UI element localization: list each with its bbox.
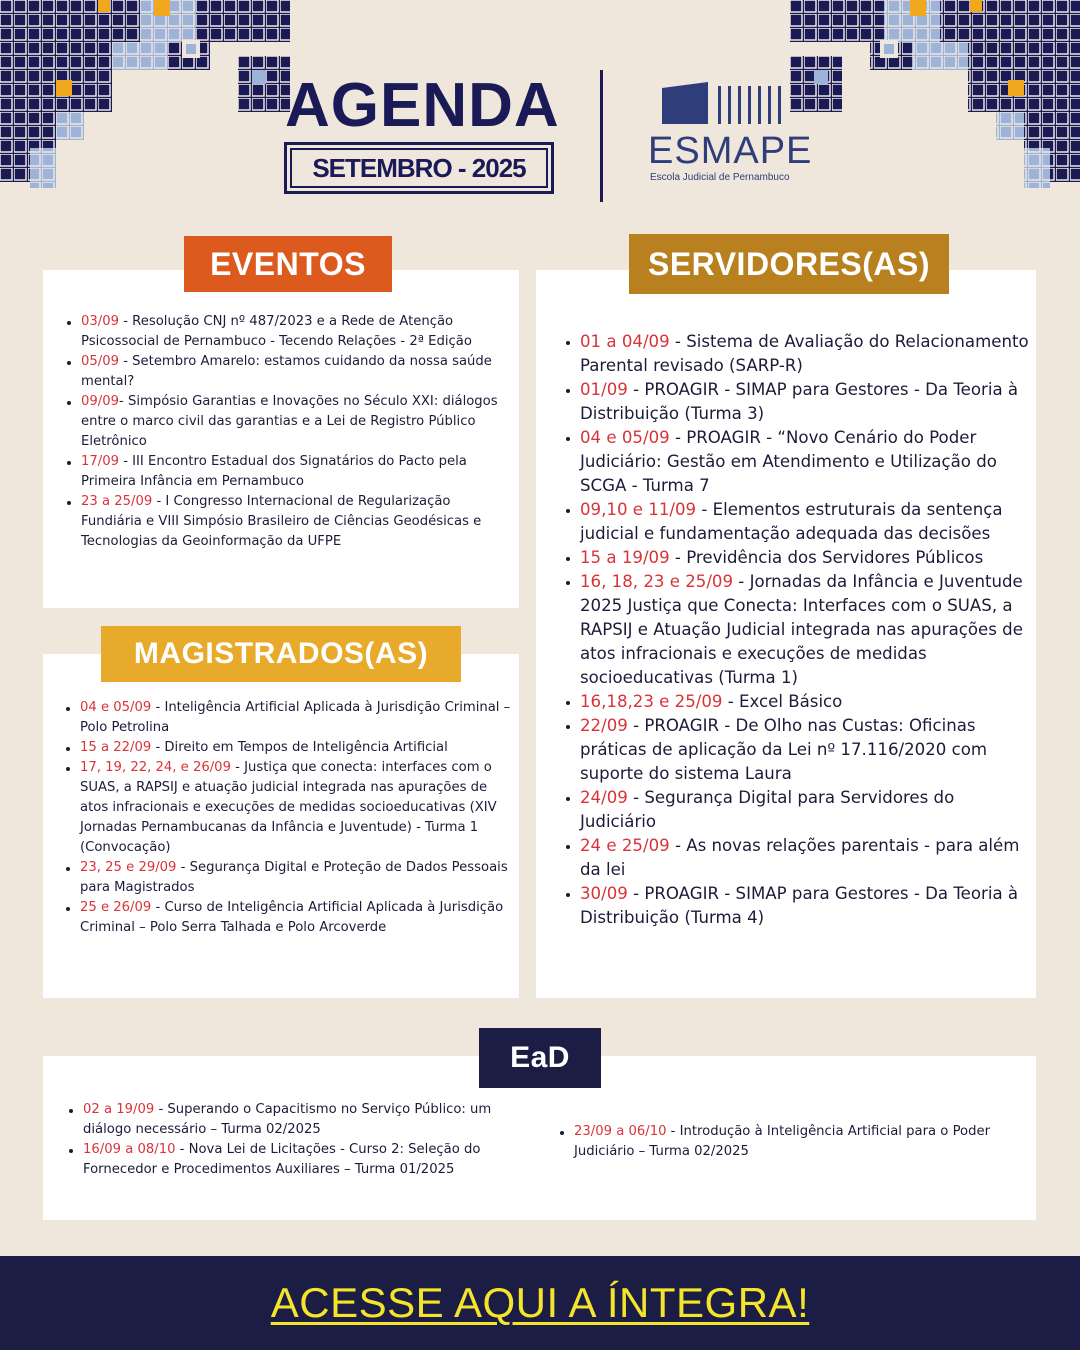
- item-date: 15 a 22/09: [80, 740, 152, 755]
- eventos-tag: EVENTOS: [184, 236, 392, 292]
- month-box: [284, 142, 554, 194]
- item-date: 09/09: [81, 394, 120, 409]
- list-item: [580, 570, 1030, 690]
- header: [0, 60, 1080, 210]
- list-item: [80, 858, 512, 898]
- item-text: - Segurança Digital para Servidores do Judiciário: [580, 788, 955, 831]
- item-text: - Jornadas da Infância e Juventude 2025 Justiça que Conecta: Interfaces com o SUAS, a RAPSIJ e Atuação Judicial integrada nas apurações de atos infracionais e execuções de medidas socioeducativas (Turma 1): [580, 572, 1023, 687]
- item-text: - Elementos estruturais da sentença judicial e fundamentação adequada das decisões: [580, 500, 1003, 543]
- agenda-title: AGENDA: [285, 71, 560, 140]
- list-item: [580, 786, 1030, 834]
- list-item: [80, 698, 512, 738]
- item-text: - As novas relações parentais - para além da lei: [580, 836, 1020, 879]
- list-item: [580, 546, 1030, 570]
- list-item: [580, 498, 1030, 546]
- item-text: - Excel Básico: [722, 692, 843, 711]
- item-date: 15 a 19/09: [580, 548, 670, 567]
- list-item: [81, 452, 511, 492]
- servidores-card: [536, 270, 1036, 998]
- item-text: - Resolução CNJ nº 487/2023 e a Rede de Atenção Psicossocial de Pernambuco - Tecendo Relações - 2ª Edição: [81, 314, 472, 349]
- item-date: 03/09: [81, 314, 120, 329]
- item-date: 01/09: [580, 380, 628, 399]
- item-date: 30/09: [580, 884, 628, 903]
- item-text: - PROAGIR - SIMAP para Gestores - Da Teoria à Distribuição (Turma 4): [580, 884, 1019, 927]
- list-item: [580, 330, 1030, 378]
- magistrados-tag: MAGISTRADOS(AS): [101, 626, 461, 682]
- list-item: [81, 312, 511, 352]
- item-date: 23, 25 e 29/09: [80, 860, 177, 875]
- list-item: [80, 738, 512, 758]
- item-text: - Segurança Digital e Proteção de Dados Pessoais para Magistrados: [80, 860, 508, 895]
- item-date: 25 e 26/09: [80, 900, 152, 915]
- item-text: - I Congresso Internacional de Regularização Fundiária e VIII Simpósio Brasileiro de Ciências Geodésicas e Tecnologias da Geoinformação da UFPE: [81, 494, 482, 549]
- item-date: 16/09 a 08/10: [83, 1142, 176, 1157]
- item-date: 04 e 05/09: [580, 428, 670, 447]
- item-date: 24/09: [580, 788, 628, 807]
- item-date: 22/09: [580, 716, 628, 735]
- item-text: - Setembro Amarelo: estamos cuidando da nossa saúde mental?: [81, 354, 492, 389]
- logo-name: ESMAPE: [648, 130, 813, 172]
- list-item: [80, 898, 512, 938]
- footer-banner: [0, 1256, 1080, 1350]
- list-item: [580, 690, 1030, 714]
- list-item: [580, 834, 1030, 882]
- item-text: - Introdução à Inteligência Artificial para o Poder Judiciário – Turma 02/2025: [574, 1124, 991, 1159]
- item-date: 04 e 05/09: [80, 700, 152, 715]
- ead-left-list: [83, 1100, 515, 1180]
- item-text: - Justiça que conecta: interfaces com o SUAS, a RAPSIJ e atuação judicial integrada nas apurações de atos infracionais e execuções de medidas socioeducativas (XIV Jornadas Pernambucanas da Infância e Juventude) - Turma 1 (Convocação): [80, 760, 497, 855]
- item-text: - Direito em Tempos de Inteligência Artificial: [151, 740, 448, 755]
- item-date: 05/09: [81, 354, 120, 369]
- access-full-link[interactable]: ACESSE AQUI A ÍNTEGRA!: [270, 1279, 810, 1326]
- item-date: 23 a 25/09: [81, 494, 153, 509]
- list-item: [81, 392, 511, 452]
- magistrados-list: [80, 698, 512, 938]
- list-item: [574, 1122, 1024, 1162]
- item-date: 23/09 a 06/10: [574, 1124, 667, 1139]
- list-item: [83, 1140, 515, 1180]
- list-item: [580, 426, 1030, 498]
- item-text: - III Encontro Estadual dos Signatários do Pacto pela Primeira Infância em Pernambuco: [81, 454, 467, 489]
- list-item: [580, 714, 1030, 786]
- list-item: [80, 758, 512, 858]
- eventos-list: [81, 312, 511, 552]
- item-text: - Previdência dos Servidores Públicos: [669, 548, 984, 567]
- month-label: SETEMBRO - 2025: [290, 148, 548, 188]
- logo-subtitle: Escola Judicial de Pernambuco: [650, 172, 790, 183]
- item-text: - Simpósio Garantias e Inovações no Século XXI: diálogos entre o marco civil das garantias e a Lei de Registro Público Eletrônico: [81, 394, 498, 449]
- item-text: - Inteligência Artificial Aplicada à Jurisdição Criminal – Polo Petrolina: [80, 700, 511, 735]
- item-date: 17, 19, 22, 24, e 26/09: [80, 760, 231, 775]
- item-text: - PROAGIR - “Novo Cenário do Poder Judiciário: Gestão em Atendimento e Utilização do SCGA - Turma 7: [580, 428, 997, 495]
- ead-tag: EaD: [479, 1028, 601, 1088]
- servidores-list: [580, 330, 1030, 930]
- item-text: - Superando o Capacitismo no Serviço Público: um diálogo necessário – Turma 02/2025: [83, 1102, 492, 1137]
- item-date: 16, 18, 23 e 25/09: [580, 572, 734, 591]
- item-date: 09,10 e 11/09: [580, 500, 697, 519]
- list-item: [81, 352, 511, 392]
- item-date: 17/09: [81, 454, 120, 469]
- list-item: [580, 882, 1030, 930]
- item-text: - Nova Lei de Licitações - Curso 2: Seleção do Fornecedor e Procedimentos Auxiliares – Turma 01/2025: [83, 1142, 481, 1177]
- list-item: [83, 1100, 515, 1140]
- servidores-tag: SERVIDORES(AS): [629, 234, 949, 294]
- item-date: 16,18,23 e 25/09: [580, 692, 723, 711]
- item-date: 24 e 25/09: [580, 836, 670, 855]
- magistrados-card: [43, 654, 519, 998]
- list-item: [580, 378, 1030, 426]
- ead-right-list: [574, 1122, 1024, 1162]
- esmape-logo-icon: [662, 80, 802, 130]
- esmape-logo: [648, 80, 813, 190]
- item-date: 02 a 19/09: [83, 1102, 155, 1117]
- item-text: - Curso de Inteligência Artificial Aplicada à Jurisdição Criminal – Polo Serra Talhada e Polo Arcoverde: [80, 900, 504, 935]
- item-text: - Sistema de Avaliação do Relacionamento Parental revisado (SARP-R): [580, 332, 1029, 375]
- item-date: 01 a 04/09: [580, 332, 670, 351]
- item-text: - PROAGIR - SIMAP para Gestores - Da Teoria à Distribuição (Turma 3): [580, 380, 1019, 423]
- eventos-card: [43, 270, 519, 608]
- item-text: - PROAGIR - De Olho nas Custas: Oficinas práticas de aplicação da Lei nº 17.116/2020 com suporte do sistema Laura: [580, 716, 988, 783]
- header-divider: [600, 70, 603, 202]
- list-item: [81, 492, 511, 552]
